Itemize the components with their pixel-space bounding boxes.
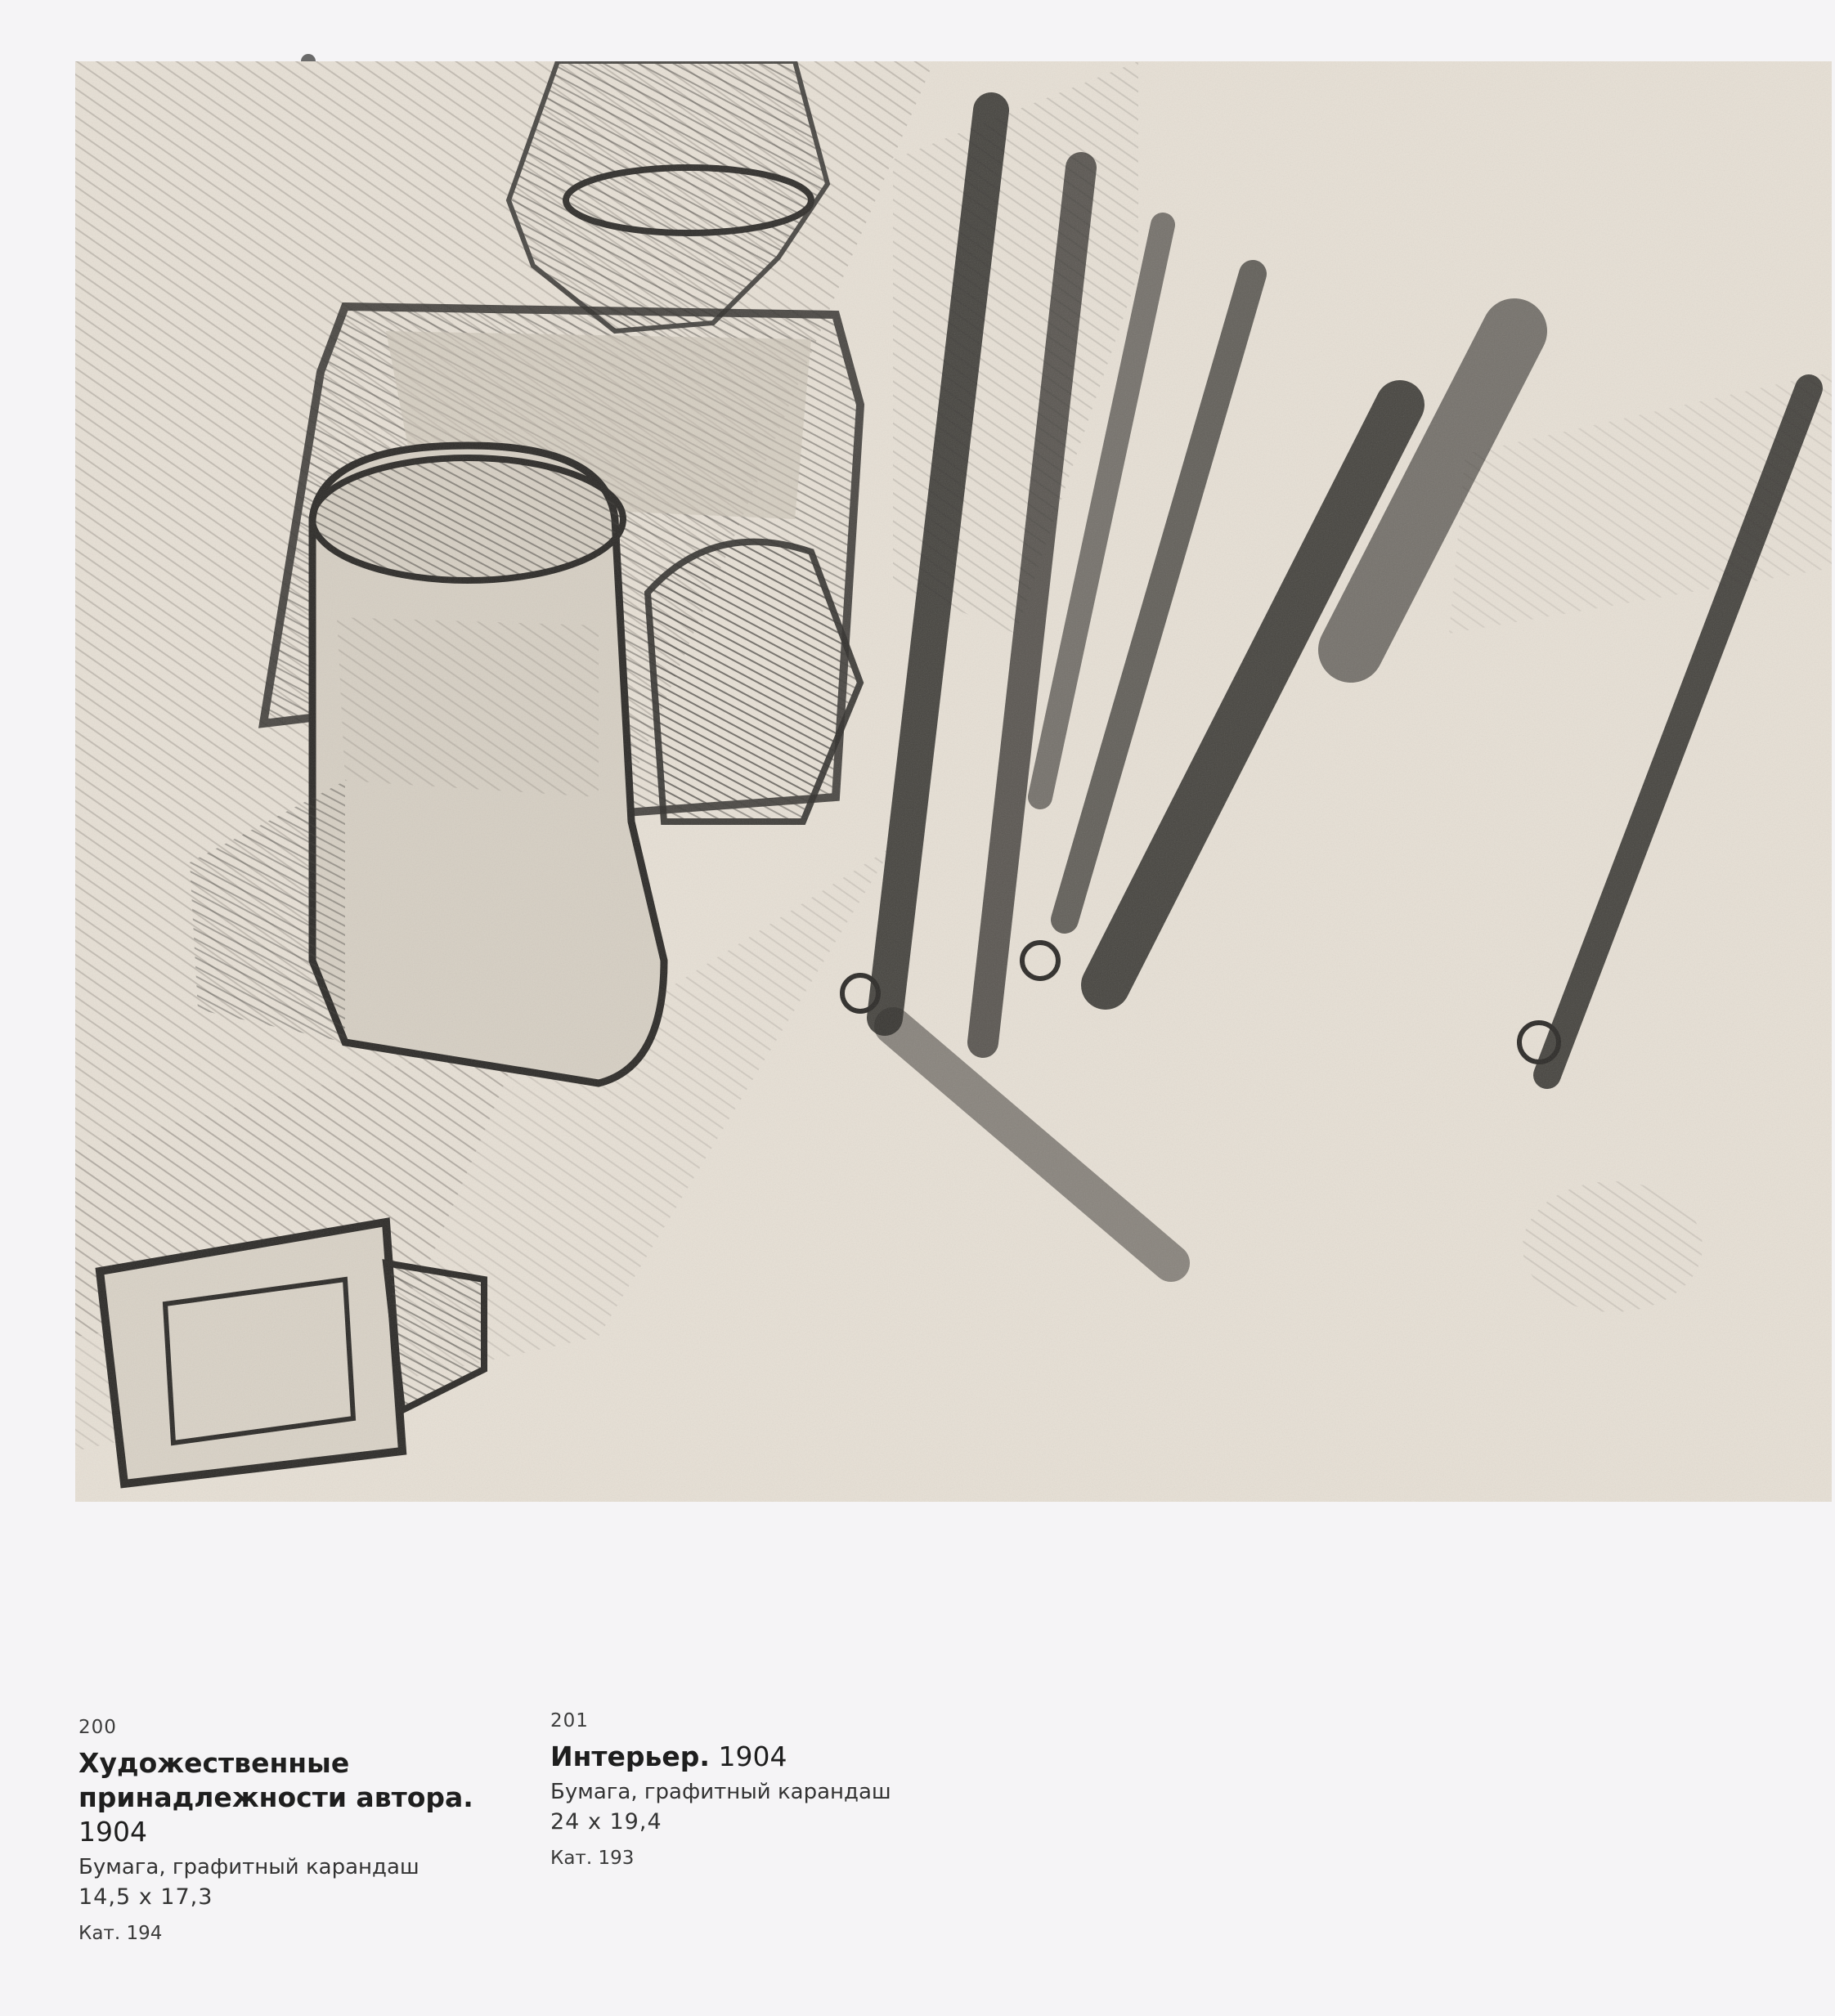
catalog-number: Кат. 193 xyxy=(550,1848,635,1869)
catalog-number: Кат. 194 xyxy=(79,1923,163,1944)
title-line-2: принадлежности автора. xyxy=(79,1781,473,1813)
plate-number: 200 xyxy=(79,1717,117,1738)
artwork-year: 1904 xyxy=(718,1740,787,1772)
artwork-title xyxy=(79,1746,536,1849)
artwork-year: 1904 xyxy=(79,1816,147,1848)
still-life-drawing xyxy=(75,61,1832,1502)
artwork-medium: Бумага, графитный карандаш xyxy=(550,1780,891,1804)
graphite-sketch-image xyxy=(75,61,1832,1502)
artwork-title xyxy=(550,1740,1008,1774)
title-line-1: Художественные xyxy=(79,1747,350,1779)
title-text: Интерьер. xyxy=(550,1740,710,1772)
caption-artwork-201 xyxy=(550,1710,1008,1872)
plate-number: 201 xyxy=(550,1710,589,1732)
caption-artwork-200 xyxy=(79,1717,536,1947)
artwork-dimensions: 24 x 19,4 xyxy=(550,1809,662,1835)
artwork-dimensions: 14,5 x 17,3 xyxy=(79,1884,213,1910)
artwork-medium: Бумага, графитный карандаш xyxy=(79,1855,419,1879)
